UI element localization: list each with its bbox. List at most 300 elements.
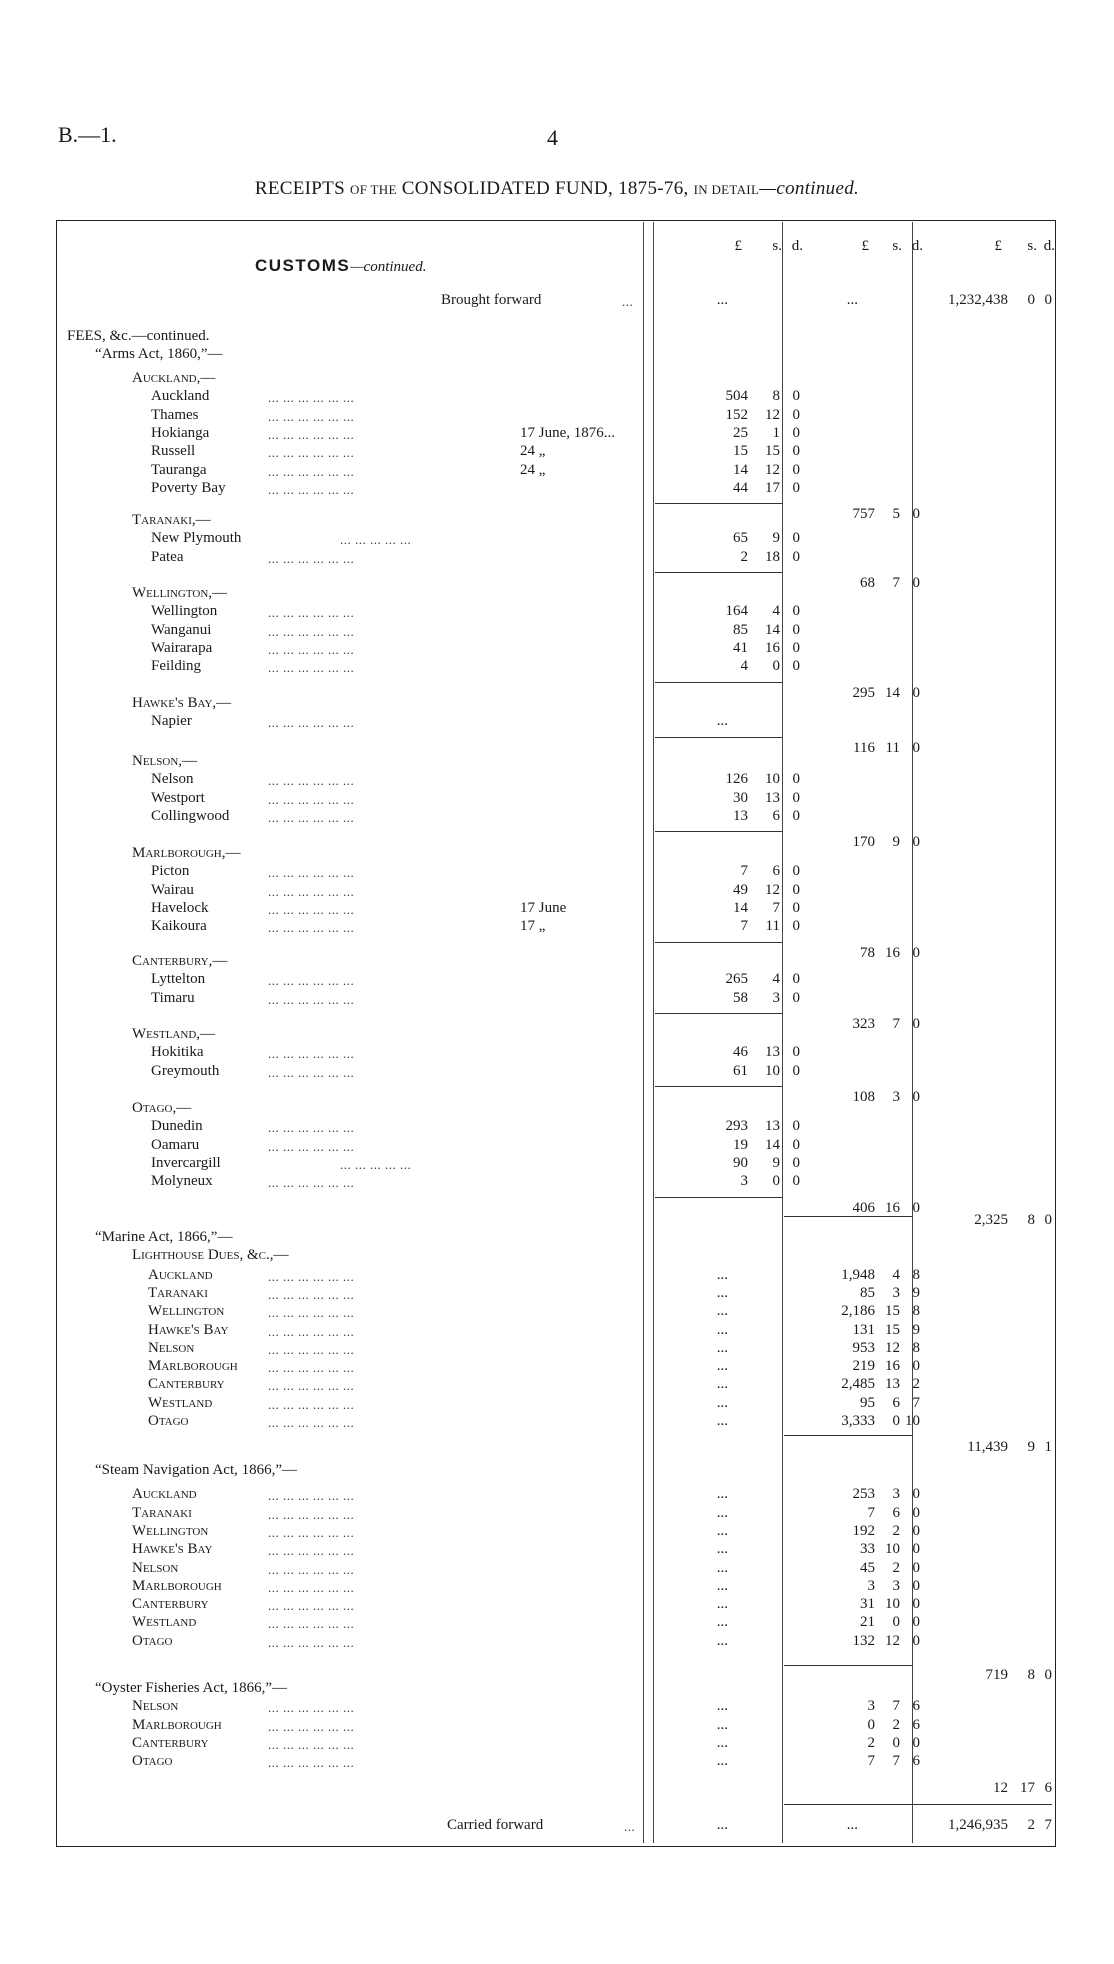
carried-forward-col2: ...	[846, 1817, 858, 1833]
amount-empty: ...	[716, 1486, 728, 1503]
arms-row-shillings: 12	[765, 461, 780, 478]
arms-subtotal-shillings: 16	[885, 1199, 900, 1216]
arms-row-pence: 0	[792, 863, 800, 880]
oyster-row-pence: 6	[912, 1716, 920, 1733]
arms-subtotal-pounds: 78	[860, 944, 875, 961]
arms-total-shillings: 8	[1027, 1212, 1035, 1228]
leader-dots: ... ... ... ... ... ...	[268, 623, 355, 639]
steam-row-pounds: 192	[852, 1522, 875, 1539]
place-name: Patea	[151, 548, 184, 565]
arms-subtotal-shillings: 14	[885, 684, 900, 701]
amount-empty: ...	[716, 1321, 728, 1338]
arms-subtotal-shillings: 16	[885, 944, 900, 961]
arms-row-shillings: 14	[765, 1136, 780, 1153]
lighthouse-heading: Lighthouse Dues, &c.,—	[132, 1247, 289, 1264]
steam-row-shillings: 12	[885, 1632, 900, 1649]
leader-dots: ... ... ... ... ... ...	[268, 920, 355, 936]
arms-total-pence: 0	[1044, 1212, 1052, 1228]
amount-empty: ...	[716, 1394, 728, 1411]
place-name: Otago	[132, 1632, 173, 1649]
arms-row-pounds: 7	[740, 863, 748, 880]
place-name: Hawke's Bay	[148, 1321, 229, 1338]
lighthouse-total-pence: 1	[1044, 1439, 1052, 1456]
brought-forward-col2: ...	[846, 292, 858, 308]
place-name: Invercargill	[151, 1154, 221, 1171]
arms-row-pounds: 44	[733, 479, 748, 496]
arms-row-shillings: 14	[765, 621, 780, 638]
group-heading: Nelson,—	[132, 753, 198, 769]
leader-dots: ... ... ... ... ... ...	[268, 1543, 355, 1559]
lighthouse-total-shillings: 9	[1027, 1439, 1035, 1456]
lighthouse-row-shillings: 4	[892, 1266, 900, 1283]
arms-row-pounds: 65	[733, 530, 748, 547]
arms-subtotal-pence: 0	[912, 834, 920, 851]
arms-subtotal-pence: 0	[912, 1088, 920, 1105]
arms-row-pounds: 14	[733, 461, 748, 478]
arms-row-pounds: 293	[725, 1118, 748, 1135]
steam-total-shillings: 8	[1027, 1667, 1035, 1683]
place-name: Taranaki	[132, 1504, 192, 1521]
date-note: 17 June, 1876...	[520, 424, 615, 441]
leader-dots: ... ... ... ... ... ...	[268, 1378, 355, 1394]
place-name: Hawke's Bay	[132, 1541, 213, 1558]
place-name: Thames	[151, 406, 199, 423]
leader-dots: ... ... ... ... ... ...	[268, 1718, 355, 1734]
lighthouse-row-shillings: 15	[885, 1321, 900, 1338]
lighthouse-row-pounds: 131	[852, 1321, 875, 1338]
place-name: Auckland	[148, 1266, 213, 1283]
subtotal-rule	[655, 682, 782, 683]
arms-row-pounds: 152	[725, 406, 748, 423]
steam-row-pence: 0	[912, 1632, 920, 1649]
steam-row-pence: 0	[912, 1522, 920, 1539]
place-name: Picton	[151, 863, 190, 880]
arms-subtotal-pounds: 406	[852, 1199, 875, 1216]
arms-row-pence: 0	[792, 881, 800, 898]
steam-total-pence: 0	[1044, 1667, 1052, 1683]
arms-subtotal-pence: 0	[912, 739, 920, 756]
steam-row-shillings: 0	[892, 1614, 900, 1631]
arms-row-shillings: 8	[772, 388, 780, 405]
arms-row-pounds: 2	[740, 548, 748, 565]
date-note: 17 June	[520, 899, 567, 916]
arms-row-pounds: 3	[740, 1173, 748, 1190]
title-in: IN DETAIL	[693, 182, 760, 197]
arms-row-shillings: 10	[765, 1062, 780, 1079]
steam-row-pounds: 253	[852, 1486, 875, 1503]
title-of: OF THE	[350, 182, 397, 197]
lighthouse-row-pence: 9	[912, 1284, 920, 1301]
arms-row-pence: 0	[792, 1118, 800, 1135]
arms-row-shillings: 4	[772, 603, 780, 620]
group-heading: Otago,—	[132, 1100, 192, 1116]
group-heading: Hawke's Bay,—	[132, 695, 232, 711]
leader-dots: ... ... ... ... ... ...	[268, 991, 355, 1007]
date-note: 24 „	[520, 461, 546, 478]
arms-subtotal-pounds: 295	[852, 684, 875, 701]
title-part2: CONSOLIDATED FUND, 1875-76,	[401, 178, 689, 199]
arms-row-pence: 0	[792, 461, 800, 478]
steam-total-pounds: 719	[985, 1667, 1008, 1683]
steam-row-pence: 0	[912, 1596, 920, 1613]
arms-row-shillings: 3	[772, 989, 780, 1006]
arms-row-pounds: 7	[740, 918, 748, 935]
place-name: Greymouth	[151, 1062, 220, 1079]
leader-dots: ... ... ... ... ... ...	[268, 715, 355, 731]
arms-row-pounds: 13	[733, 807, 748, 824]
lighthouse-row-pence: 7	[912, 1394, 920, 1411]
lighthouse-row-pence: 10	[905, 1413, 920, 1429]
group-total-rule	[784, 1216, 912, 1217]
arms-row-pounds: 25	[733, 424, 748, 441]
arms-row-pence: 0	[792, 807, 800, 824]
subtotal-rule	[655, 1013, 782, 1014]
place-name: Canterbury	[132, 1596, 209, 1613]
leader-dots: ... ... ... ... ... ...	[268, 1561, 355, 1577]
amount-empty: ...	[716, 1596, 728, 1613]
header-pounds: £	[734, 238, 742, 254]
amount-empty: ...	[716, 1266, 728, 1283]
amount-empty: ...	[716, 1559, 728, 1576]
arms-row-pounds: 61	[733, 1062, 748, 1079]
arms-row-pounds: 41	[733, 639, 748, 656]
lighthouse-row-shillings: 16	[885, 1358, 900, 1375]
oyster-act-heading: “Oyster Fisheries Act, 1866,”—	[95, 1680, 288, 1696]
arms-row-shillings: 1	[772, 424, 780, 441]
leader-dots: ... ... ... ... ... ...	[268, 1415, 355, 1430]
steam-row-pounds: 31	[860, 1596, 875, 1613]
steam-act-heading: “Steam Navigation Act, 1866,”—	[95, 1462, 298, 1478]
leader-dots: ... ... ... ... ... ...	[268, 1755, 355, 1771]
subtotal-rule	[655, 1086, 782, 1087]
arms-row-pence: 0	[792, 388, 800, 405]
subtotal-rule	[655, 503, 782, 504]
leader-dots: ... ... ... ... ... ...	[268, 1736, 355, 1752]
arms-row-pence: 0	[792, 989, 800, 1006]
lighthouse-row-shillings: 13	[885, 1376, 900, 1393]
header-shillings: s.	[892, 238, 902, 254]
amount-empty: ...	[716, 1522, 728, 1539]
arms-row-pence: 0	[792, 658, 800, 675]
lighthouse-total-rule	[784, 1435, 912, 1436]
leader-dots: ...	[622, 294, 634, 309]
lighthouse-row-pence: 8	[912, 1303, 920, 1320]
arms-row-shillings: 13	[765, 789, 780, 806]
amount-empty: ...	[716, 1358, 728, 1375]
leader-dots: ... ... ... ... ... ...	[268, 865, 355, 881]
oyster-row-pounds: 2	[867, 1734, 875, 1751]
arms-row-shillings: 12	[765, 406, 780, 423]
arms-row-pounds: 19	[733, 1136, 748, 1153]
place-name: Russell	[151, 443, 196, 460]
arms-row-pence: 0	[792, 443, 800, 460]
date-note: 24 „	[520, 443, 546, 460]
arms-row-shillings: 6	[772, 807, 780, 824]
arms-total-pounds: 2,325	[974, 1212, 1008, 1228]
place-name: Molyneux	[151, 1173, 213, 1190]
lighthouse-row-pence: 9	[912, 1321, 920, 1338]
carried-forward-pounds: 1,246,935	[948, 1817, 1008, 1833]
place-name: Napier	[151, 713, 192, 730]
arms-row-pence: 0	[792, 918, 800, 935]
leader-dots: ... ... ... ... ... ...	[268, 605, 355, 621]
section-name: CUSTOMS	[255, 256, 351, 275]
group-heading: Wellington,—	[132, 585, 228, 601]
place-name: Nelson	[132, 1559, 179, 1576]
leader-dots: ... ... ... ... ... ...	[268, 1506, 355, 1522]
leader-dots: ... ... ... ... ... ...	[268, 809, 355, 825]
carried-forward-label: Carried forward	[447, 1817, 544, 1833]
steam-row-pence: 0	[912, 1559, 920, 1576]
arms-row-pounds: 30	[733, 789, 748, 806]
page-title	[0, 178, 1114, 200]
place-name: Marlborough	[132, 1716, 222, 1733]
arms-row-pounds: 14	[733, 899, 748, 916]
arms-subtotal-pence: 0	[912, 684, 920, 701]
brought-forward-label: Brought forward	[441, 292, 542, 308]
arms-row-pence: 0	[792, 971, 800, 988]
leader-dots: ... ... ... ... ... ...	[268, 408, 355, 424]
arms-row-shillings: 6	[772, 863, 780, 880]
place-name: New Plymouth	[151, 530, 242, 547]
carried-forward-rule	[784, 1804, 1052, 1805]
leader-dots: ... ... ... ... ... ...	[268, 1341, 355, 1357]
oyster-row-pounds: 7	[867, 1753, 875, 1770]
place-name: Wairau	[151, 881, 194, 898]
leader-dots: ... ... ... ... ... ...	[268, 1616, 355, 1632]
subtotal-rule	[655, 572, 782, 573]
amount-empty: ...	[716, 1698, 728, 1715]
leader-dots: ... ... ... ... ... ...	[268, 973, 355, 989]
group-heading: Canterbury,—	[132, 953, 228, 969]
place-name: Wellington	[148, 1303, 225, 1320]
arms-row-pence: 0	[792, 1062, 800, 1079]
leader-dots: ... ... ... ... ... ...	[268, 1120, 355, 1136]
column-rule-1	[653, 222, 654, 1843]
arms-row-shillings: 18	[765, 548, 780, 565]
leader-dots: ... ... ... ... ...	[340, 1156, 412, 1172]
place-name: Havelock	[151, 899, 209, 916]
amount-empty: ...	[716, 1303, 728, 1320]
oyster-row-shillings: 0	[892, 1734, 900, 1751]
arms-row-pounds: 504	[725, 388, 748, 405]
lighthouse-row-pence: 2	[912, 1376, 920, 1393]
page-number: 4	[547, 125, 558, 150]
arms-subtotal-pounds: 68	[860, 574, 875, 591]
lighthouse-row-pence: 8	[912, 1266, 920, 1283]
header-shillings: s.	[1027, 238, 1037, 254]
arms-row-pounds: 126	[725, 771, 748, 788]
amount-empty: ...	[716, 1339, 728, 1356]
arms-row-shillings: 7	[772, 899, 780, 916]
amount-empty: ...	[716, 1284, 728, 1301]
place-name: Collingwood	[151, 807, 230, 824]
arms-row-pounds: 265	[725, 971, 748, 988]
arms-row-pence: 0	[792, 603, 800, 620]
place-name: Wairarapa	[151, 639, 213, 656]
arms-row-shillings: 17	[765, 479, 780, 496]
steam-row-shillings: 3	[892, 1577, 900, 1594]
subtotal-rule	[655, 942, 782, 943]
arms-subtotal-pounds: 116	[853, 739, 875, 756]
leader-dots: ... ... ... ... ... ...	[268, 1138, 355, 1154]
oyster-row-pence: 0	[912, 1734, 920, 1751]
steam-row-pence: 0	[912, 1504, 920, 1521]
header-pounds: £	[861, 238, 869, 254]
place-name: Otago	[148, 1413, 189, 1429]
amount-empty: ...	[716, 1541, 728, 1558]
leader-dots: ... ... ... ... ... ...	[268, 641, 355, 657]
fees-heading: FEES, &c.—continued.	[67, 328, 210, 344]
arms-row-shillings: 13	[765, 1044, 780, 1061]
title-continued: —continued.	[759, 178, 860, 199]
steam-row-shillings: 3	[892, 1486, 900, 1503]
steam-row-shillings: 6	[892, 1504, 900, 1521]
leader-dots: ... ... ... ... ... ...	[268, 791, 355, 807]
lighthouse-row-pounds: 3,333	[841, 1413, 875, 1429]
place-name: Kaikoura	[151, 918, 207, 935]
leader-dots: ... ... ... ... ... ...	[268, 901, 355, 917]
oyster-total-pence: 6	[1044, 1779, 1052, 1796]
steam-row-shillings: 10	[885, 1596, 900, 1613]
arms-subtotal-pence: 0	[912, 1199, 920, 1216]
title-part1: RECEIPTS	[254, 178, 345, 199]
place-name: Auckland	[151, 388, 210, 405]
leader-dots: ... ... ... ... ... ...	[268, 390, 355, 406]
subtotal-rule	[655, 831, 782, 832]
group-heading: Taranaki,—	[132, 512, 211, 528]
lighthouse-row-shillings: 3	[892, 1284, 900, 1301]
arms-subtotal-pence: 0	[912, 506, 920, 523]
place-name: Marlborough	[148, 1358, 238, 1375]
arms-row-shillings: 0	[772, 658, 780, 675]
steam-row-pence: 0	[912, 1486, 920, 1503]
subtotal-rule	[655, 1197, 782, 1198]
amount-empty: ...	[716, 1734, 728, 1751]
leader-dots: ... ... ... ... ... ...	[268, 1268, 355, 1284]
steam-row-shillings: 2	[892, 1522, 900, 1539]
arms-row-pence: 0	[792, 424, 800, 441]
arms-row-pounds: 49	[733, 881, 748, 898]
steam-row-pence: 0	[912, 1577, 920, 1594]
lighthouse-row-pounds: 95	[860, 1394, 875, 1411]
leader-dots: ... ... ... ... ... ...	[268, 1323, 355, 1339]
leader-dots: ... ... ... ... ... ...	[268, 481, 355, 497]
arms-row-shillings: 12	[765, 881, 780, 898]
place-name: Wanganui	[151, 621, 212, 638]
leader-dots: ... ... ... ... ... ...	[268, 1305, 355, 1321]
lighthouse-total-pounds: 11,439	[967, 1439, 1008, 1456]
place-name: Dunedin	[151, 1118, 203, 1135]
lighthouse-row-shillings: 12	[885, 1339, 900, 1356]
place-name: Marlborough	[132, 1577, 222, 1594]
header-pence: d.	[791, 238, 803, 254]
amount-empty: ...	[716, 713, 728, 730]
steam-total-rule	[784, 1665, 912, 1666]
oyster-row-shillings: 7	[892, 1698, 900, 1715]
oyster-total-shillings: 17	[1020, 1779, 1035, 1796]
arms-row-pence: 0	[792, 899, 800, 916]
arms-row-pounds: 90	[733, 1154, 748, 1171]
place-name: Westland	[148, 1394, 213, 1411]
amount-empty: ...	[716, 1716, 728, 1733]
place-name: Westport	[151, 789, 205, 806]
carried-forward-shillings: 2	[1027, 1817, 1035, 1833]
place-name: Westland	[132, 1614, 197, 1631]
arms-subtotal-pence: 0	[912, 944, 920, 961]
place-name: Otago	[132, 1753, 173, 1770]
lighthouse-row-pence: 0	[912, 1358, 920, 1375]
steam-row-pounds: 21	[860, 1614, 875, 1631]
carried-forward-col1: ...	[716, 1817, 728, 1833]
amount-empty: ...	[716, 1632, 728, 1649]
arms-act-heading: “Arms Act, 1860,”—	[95, 346, 223, 363]
place-name: Nelson	[151, 771, 194, 788]
marine-act-heading: “Marine Act, 1866,”—	[95, 1229, 233, 1245]
oyster-row-pence: 6	[912, 1698, 920, 1715]
arms-subtotal-pounds: 757	[852, 506, 875, 523]
leader-dots: ... ... ... ... ...	[340, 532, 412, 548]
header-pence: d.	[911, 238, 923, 254]
place-name: Poverty Bay	[151, 479, 226, 496]
place-name: Auckland	[132, 1486, 197, 1503]
arms-row-pence: 0	[792, 771, 800, 788]
place-name: Hokitika	[151, 1044, 204, 1061]
arms-subtotal-shillings: 9	[892, 834, 900, 851]
header-pounds: £	[994, 238, 1002, 254]
leader-dots: ... ... ... ... ... ...	[268, 1046, 355, 1062]
arms-row-shillings: 13	[765, 1118, 780, 1135]
arms-row-pence: 0	[792, 1154, 800, 1171]
arms-row-shillings: 9	[772, 1154, 780, 1171]
leader-dots: ... ... ... ... ... ...	[268, 426, 355, 442]
leader-dots: ... ... ... ... ... ...	[268, 1286, 355, 1302]
leader-dots: ... ... ... ... ... ...	[268, 550, 355, 566]
brought-forward-pence: 0	[1044, 292, 1052, 308]
arms-row-pence: 0	[792, 1044, 800, 1061]
section-suffix: —continued.	[350, 259, 427, 275]
leader-dots: ... ... ... ... ... ...	[268, 1064, 355, 1080]
arms-subtotal-pence: 0	[912, 574, 920, 591]
place-name: Taranaki	[148, 1284, 208, 1301]
lighthouse-row-pounds: 2,186	[841, 1303, 875, 1320]
leader-dots: ... ... ... ... ... ...	[268, 1524, 355, 1540]
arms-row-pence: 0	[792, 789, 800, 806]
date-note: 17 „	[520, 918, 546, 935]
leader-dots: ... ... ... ... ... ...	[268, 445, 355, 461]
arms-row-pence: 0	[792, 530, 800, 547]
arms-row-pounds: 46	[733, 1044, 748, 1061]
group-heading: Marlborough,—	[132, 845, 241, 861]
column-rule-2	[782, 222, 783, 1843]
leader-dots: ... ... ... ... ... ...	[268, 1598, 355, 1614]
leader-dots: ... ... ... ... ... ...	[268, 1360, 355, 1376]
amount-empty: ...	[716, 1577, 728, 1594]
lighthouse-row-shillings: 6	[892, 1394, 900, 1411]
group-heading: Westland,—	[132, 1026, 216, 1042]
carried-forward-pence: 7	[1044, 1817, 1052, 1833]
amount-empty: ...	[716, 1376, 728, 1393]
arms-row-pounds: 85	[733, 621, 748, 638]
steam-row-pounds: 45	[860, 1559, 875, 1576]
oyster-row-shillings: 7	[892, 1753, 900, 1770]
oyster-row-shillings: 2	[892, 1716, 900, 1733]
arms-subtotal-shillings: 11	[885, 739, 900, 756]
place-name: Canterbury	[148, 1376, 225, 1393]
arms-row-shillings: 15	[765, 443, 780, 460]
place-name: Hokianga	[151, 424, 210, 441]
arms-row-pence: 0	[792, 1173, 800, 1190]
